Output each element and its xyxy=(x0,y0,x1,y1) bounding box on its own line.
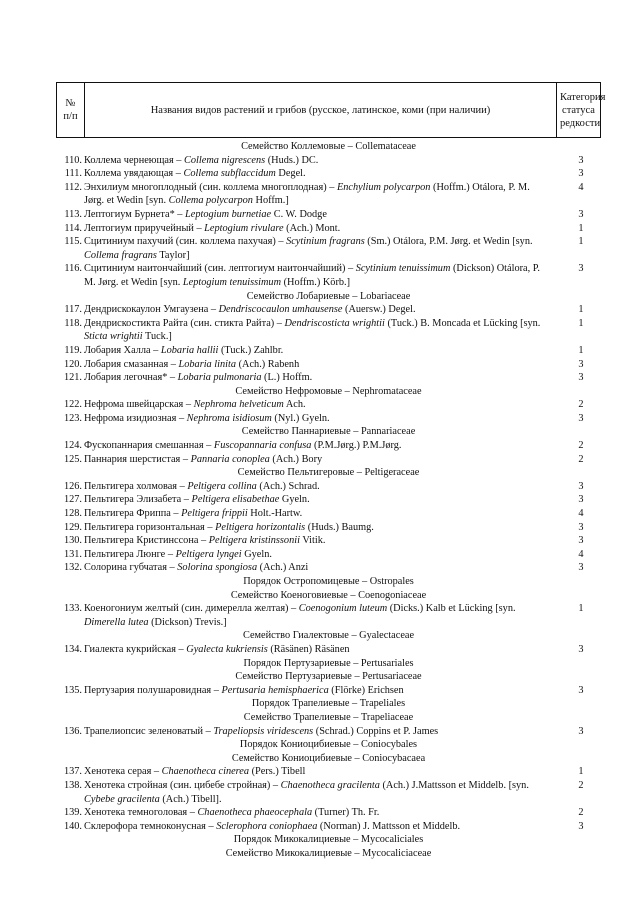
species-name xyxy=(56,208,561,222)
species-number: 110. xyxy=(64,154,82,166)
species-name xyxy=(56,262,561,289)
species-number: 115. xyxy=(64,236,82,248)
species-row xyxy=(56,643,601,657)
header-species-name: Названия видов растений и грибов (русское, латинское, коми (при наличии) xyxy=(85,83,557,138)
species-row xyxy=(56,507,601,521)
species-row xyxy=(56,820,601,834)
author-citation: (Ach.) Rabenh xyxy=(236,358,300,370)
latin-name: Leptogium rivulare xyxy=(204,222,284,234)
author-citation: (Tuck.) B. Moncada et Lücking [syn. xyxy=(384,317,541,329)
rarity-category: 3 xyxy=(578,154,584,166)
species-name xyxy=(56,507,561,521)
species-name xyxy=(56,548,561,562)
species-name xyxy=(56,779,561,806)
species-name xyxy=(56,602,561,629)
species-number: 131. xyxy=(63,548,82,560)
taxon-heading: Порядок Трапелиевые – Trapeliales xyxy=(251,698,406,710)
taxon-heading: Порядок Остропомицевые – Ostropales xyxy=(243,576,414,587)
taxon-heading: Порядок Пертузариевые – Pertusariales xyxy=(243,657,414,669)
species-number: 120. xyxy=(63,358,82,370)
taxon-heading: Семейство Трапелиевые – Trapeliaceae xyxy=(243,711,414,723)
species-name xyxy=(56,493,561,507)
author-citation: (Ach.) Bory xyxy=(269,453,323,465)
latin-name: Peltigera lyngei xyxy=(175,548,242,560)
latin-name: Pertusaria hemisphaerica xyxy=(221,684,329,696)
species-row xyxy=(56,371,601,385)
species-number: 126. xyxy=(63,480,82,492)
species-row xyxy=(56,317,601,344)
species-number: 124. xyxy=(63,440,82,452)
author-citation: (Dicks.) Kalb et Lücking [syn. xyxy=(387,603,516,615)
author-citation: (P.M.Jørg.) P.M.Jørg. xyxy=(311,440,402,452)
taxon-heading: Семейство Гиалектовые – Gyalectaceae xyxy=(242,630,415,642)
species-row xyxy=(56,765,601,779)
species-name xyxy=(56,725,561,739)
species-number: 127. xyxy=(63,494,82,506)
species-name xyxy=(56,235,561,262)
species-number: 111. xyxy=(64,168,82,180)
author-citation: Gyeln. xyxy=(279,494,310,506)
common-name: Лобария легочная* – xyxy=(84,372,178,384)
taxon-heading: Семейство Лобариевые – Lobariaceae xyxy=(246,290,411,302)
rarity-category: 3 xyxy=(578,208,584,220)
latin-name: Chaenotheca phaeocephala xyxy=(197,807,313,819)
species-row xyxy=(56,303,601,317)
species-number: 118. xyxy=(64,317,82,329)
table-header xyxy=(56,82,606,138)
latin-name: Peltigera collina xyxy=(187,480,257,492)
synonym-latin-name: Collema fragrans xyxy=(84,249,157,261)
common-name: Коеногониум желтый (син. димерелла желтая) – xyxy=(84,603,299,615)
species-number: 138. xyxy=(63,779,82,791)
author-citation: (Tuck.) Zahlbr. xyxy=(218,344,284,356)
rarity-category: 1 xyxy=(578,603,584,615)
latin-name: Collema subflaccidum xyxy=(183,168,276,180)
rarity-category: 1 xyxy=(578,317,584,329)
species-name xyxy=(56,684,561,698)
rarity-category: 3 xyxy=(578,494,584,506)
rarity-category: 4 xyxy=(578,548,584,560)
species-name xyxy=(56,358,561,372)
latin-name: Scytinium fragrans xyxy=(286,236,365,248)
species-number: 112. xyxy=(64,181,82,193)
latin-name: Gyalecta kukriensis xyxy=(186,643,268,655)
common-name: Пельтигера горизонтальная – xyxy=(84,521,216,533)
species-row xyxy=(56,521,601,535)
species-name xyxy=(56,371,561,385)
species-name xyxy=(56,154,561,168)
common-name: Сцитиниум наитончайший (син. лептогиум наитончайший) – xyxy=(84,263,356,275)
latin-name: Collema nigrescens xyxy=(184,154,266,166)
author-citation: (Ach.) Schrad. xyxy=(256,480,320,492)
synonym-latin-name: Sticta wrightii xyxy=(84,331,143,343)
species-row xyxy=(56,412,601,426)
rarity-category: 3 xyxy=(578,725,584,737)
species-name xyxy=(56,439,561,453)
common-name: Нефрома швейцарская – xyxy=(84,399,194,411)
latin-name: Sclerophora coniophaea xyxy=(216,820,318,832)
common-name: Трапелиопсис зеленоватый – xyxy=(84,725,214,737)
common-name: Паннария шерстистая – xyxy=(84,453,191,465)
taxon-heading: Семейство Коеноговиевые – Coenogoniaceae xyxy=(230,589,427,601)
species-name xyxy=(56,412,561,426)
rarity-category: 3 xyxy=(578,562,584,574)
latin-name: Lobaria linita xyxy=(178,358,237,370)
rarity-category: 1 xyxy=(578,236,584,248)
taxon-heading: Семейство Кониоцибиевые – Coniocybacaea xyxy=(231,752,426,764)
common-name: Лептогиум Бурнета* – xyxy=(84,208,186,220)
author-citation: (Nyl.) Gyeln. xyxy=(271,412,330,424)
species-number: 121. xyxy=(63,372,82,384)
common-name: Лобария смазанная – xyxy=(84,358,179,370)
latin-name: Chaenotheca gracilenta xyxy=(280,779,380,791)
author-citation: (Huds.) DC. xyxy=(265,154,319,166)
common-name: Пельтигера Кристинссона – xyxy=(84,535,209,547)
rarity-category: 4 xyxy=(578,508,584,520)
species-row xyxy=(56,534,601,548)
common-name: Лептогиум приручейный – xyxy=(84,222,205,234)
taxon-heading: Семейство Коллемовые – Collemataceae xyxy=(241,141,416,152)
latin-name: Peltigera elisabethae xyxy=(191,494,280,506)
common-name: Сцитиниум пахучий (син. коллема пахучая) – xyxy=(84,236,287,248)
latin-name: Coenogonium luteum xyxy=(298,603,388,615)
species-row xyxy=(56,806,601,820)
rarity-category: 1 xyxy=(578,766,584,778)
synonym-latin-name: Collema polycarpon xyxy=(168,195,253,207)
species-row xyxy=(56,439,601,453)
common-name: Пельтигера Люнге – xyxy=(84,548,176,560)
species-number: 133. xyxy=(63,603,82,615)
common-name: Пельтигера Фриппа – xyxy=(84,508,182,520)
species-row xyxy=(56,453,601,467)
author-citation: Degel. xyxy=(275,168,306,180)
species-number: 116. xyxy=(64,263,82,275)
species-name xyxy=(56,398,561,412)
species-name xyxy=(56,453,561,467)
rarity-category: 3 xyxy=(578,372,584,384)
common-name: Хенотека стройная (син. цибебе стройная) – xyxy=(84,779,281,791)
species-name xyxy=(56,317,561,344)
species-row xyxy=(56,684,601,698)
rarity-category: 3 xyxy=(578,263,584,275)
synonym-latin-name: Cybebe gracilenta xyxy=(84,793,160,805)
author-citation: (Huds.) Baumg. xyxy=(305,521,374,533)
species-list xyxy=(56,140,601,860)
species-row xyxy=(56,208,601,222)
author-citation: (Räsänen) Räsänen xyxy=(267,643,350,655)
species-row xyxy=(56,480,601,494)
latin-name: Leptogium burnetiae xyxy=(185,208,272,220)
rarity-category: 2 xyxy=(578,453,584,465)
latin-name: Peltigera frippii xyxy=(181,508,248,520)
latin-name: Lobaria hallii xyxy=(160,344,219,356)
taxon-heading: Порядок Кониоцибиевые – Coniocybales xyxy=(239,739,418,751)
species-number: 123. xyxy=(63,412,82,424)
rarity-category: 3 xyxy=(578,358,584,370)
taxon-heading: Семейство Микокалициевые – Mycocaliciaceae xyxy=(225,847,432,859)
taxon-heading: Семейство Паннариевые – Pannariaceae xyxy=(241,426,416,438)
common-name: Пельтигера Элизабета – xyxy=(84,494,192,506)
author-citation: (Ach.) Mont. xyxy=(283,222,341,234)
species-name xyxy=(56,181,561,208)
latin-name: Chaenotheca cinerea xyxy=(161,766,250,778)
species-name xyxy=(56,643,561,657)
species-row xyxy=(56,154,601,168)
taxon-heading: Порядок Микокалициевые – Mycocaliciales xyxy=(233,834,424,846)
species-row xyxy=(56,493,601,507)
taxon-heading: Семейство Пертузариевые – Pertusariaceae xyxy=(235,671,422,683)
species-row xyxy=(56,548,601,562)
author-citation: Ach. xyxy=(283,399,306,411)
rarity-category: 3 xyxy=(578,643,584,655)
author-citation: (Dickson) Otálora, P. M. Jørg. et Wedin [syn. xyxy=(84,263,540,288)
common-name: Дендрискостикта Райта (син. стикта Райта) – xyxy=(84,317,285,329)
common-name: Хенотека серая – xyxy=(84,766,162,778)
author-citation: (Ach.) Anzi xyxy=(257,562,309,574)
species-name xyxy=(56,806,561,820)
species-row xyxy=(56,358,601,372)
author-citation: (Auersw.) Degel. xyxy=(342,304,416,316)
common-name: Пельтигера холмовая – xyxy=(84,480,188,492)
rarity-category: 3 xyxy=(578,521,584,533)
species-number: 139. xyxy=(63,807,82,819)
species-number: 128. xyxy=(63,508,82,520)
author-citation: (Flörke) Erichsen xyxy=(328,684,404,696)
latin-name: Nephroma helveticum xyxy=(193,399,284,411)
common-name: Солорина губчатая – xyxy=(84,562,178,574)
common-name: Энхилиум многоплодный (син. коллема многоплодная) – xyxy=(84,181,337,193)
synonym-author: Hoffm.] xyxy=(252,195,289,207)
common-name: Гиалекта кукрийская – xyxy=(84,643,187,655)
species-number: 140. xyxy=(63,820,82,832)
species-number: 117. xyxy=(64,304,82,316)
species-number: 125. xyxy=(63,453,82,465)
species-number: 134. xyxy=(63,643,82,655)
latin-name: Scytinium tenuissimum xyxy=(355,263,451,275)
author-citation: (Sm.) Otálora, P.M. Jørg. et Wedin [syn. xyxy=(364,236,533,248)
latin-name: Trapeliopsis viridescens xyxy=(213,725,314,737)
common-name: Фускопаннария смешанная – xyxy=(84,440,214,452)
synonym-author: Tuck.] xyxy=(142,331,172,343)
author-citation: Gyeln. xyxy=(241,548,272,560)
common-name: Нефрома изидиозная – xyxy=(84,412,187,424)
species-row xyxy=(56,725,601,739)
common-name: Лобария Халла – xyxy=(84,344,161,356)
latin-name: Fuscopannaria confusa xyxy=(213,440,312,452)
author-citation: Vitik. xyxy=(299,535,326,547)
synonym-latin-name: Leptogium tenuissimum xyxy=(182,276,282,288)
rarity-category: 4 xyxy=(578,181,584,193)
rarity-category: 2 xyxy=(578,399,584,411)
rarity-category: 3 xyxy=(578,168,584,180)
latin-name: Lobaria pulmonaria xyxy=(177,372,262,384)
rarity-category: 3 xyxy=(578,535,584,547)
author-citation: Holt.-Hartw. xyxy=(247,508,303,520)
author-citation: (Turner) Th. Fr. xyxy=(312,807,380,819)
species-number: 137. xyxy=(63,766,82,778)
species-row xyxy=(56,344,601,358)
species-name xyxy=(56,765,561,779)
header-category: Категория статуса редкости xyxy=(557,83,601,138)
common-name: Дендрискокаулон Умгаузена – xyxy=(84,304,219,316)
rarity-category: 2 xyxy=(578,807,584,819)
species-number: 119. xyxy=(64,344,82,356)
rarity-category: 3 xyxy=(578,684,584,696)
species-name xyxy=(56,480,561,494)
rarity-category: 3 xyxy=(578,820,584,832)
rarity-category: 3 xyxy=(578,412,584,424)
species-number: 130. xyxy=(63,535,82,547)
latin-name: Dendriscocaulon umhausense xyxy=(218,304,343,316)
synonym-author: Taylor] xyxy=(156,249,190,261)
rarity-category: 1 xyxy=(578,344,584,356)
species-number: 129. xyxy=(63,521,82,533)
species-number: 114. xyxy=(64,222,82,234)
latin-name: Peltigera kristinssonii xyxy=(208,535,300,547)
synonym-author: (Hoffm.) Körb.] xyxy=(281,276,351,288)
species-row xyxy=(56,602,601,629)
rarity-category: 3 xyxy=(578,480,584,492)
species-number: 136. xyxy=(63,725,82,737)
species-name xyxy=(56,167,561,181)
latin-name: Solorina spongiosa xyxy=(177,562,258,574)
author-citation: (Pers.) Tibell xyxy=(249,766,306,778)
synonym-latin-name: Dimerella lutea xyxy=(84,616,149,628)
species-name xyxy=(56,344,561,358)
species-number: 135. xyxy=(63,684,82,696)
author-citation: (L.) Hoffm. xyxy=(261,372,313,384)
latin-name: Pannaria conoplea xyxy=(190,453,270,465)
rarity-category: 2 xyxy=(578,779,584,791)
common-name: Коллема увядающая – xyxy=(84,168,184,180)
common-name: Хенотека темноголовая – xyxy=(84,807,198,819)
latin-name: Nephroma isidiosum xyxy=(186,412,272,424)
taxon-heading: Семейство Пельтигеровые – Peltigeraceae xyxy=(237,467,420,479)
species-name xyxy=(56,561,561,575)
species-number: 132. xyxy=(63,562,82,574)
species-row xyxy=(56,181,601,208)
species-name xyxy=(56,303,561,317)
rarity-category: 2 xyxy=(578,440,584,452)
author-citation: (Hoffm.) Otálora, P. M. Jørg. et Wedin [syn. xyxy=(84,181,530,207)
author-citation: (Norman) J. Mattsson et Middelb. xyxy=(317,820,461,832)
author-citation: C. W. Dodge xyxy=(271,208,327,220)
species-row xyxy=(56,561,601,575)
synonym-author: (Ach.) Tibell]. xyxy=(159,793,222,805)
species-name xyxy=(56,521,561,535)
species-name xyxy=(56,820,561,834)
species-row xyxy=(56,167,601,181)
author-citation: (Ach.) J.Mattsson et Middelb. [syn. xyxy=(379,779,529,791)
species-row xyxy=(56,779,601,806)
common-name: Пертузария полушаровидная – xyxy=(84,684,222,696)
species-name xyxy=(56,222,561,236)
header-number: № п/п xyxy=(57,83,85,138)
rarity-category: 1 xyxy=(578,304,584,316)
taxon-heading: Семейство Нефромовые – Nephromataceae xyxy=(235,385,422,397)
common-name: Склерофора темноконусная – xyxy=(84,820,217,832)
latin-name: Peltigera horizontalis xyxy=(215,521,306,533)
species-row xyxy=(56,262,601,289)
synonym-author: (Dickson) Trevis.] xyxy=(148,616,227,628)
species-row xyxy=(56,235,601,262)
author-citation: (Schrad.) Coppins et P. James xyxy=(313,725,439,737)
latin-name: Dendriscosticta wrightii xyxy=(284,317,385,329)
species-number: 122. xyxy=(63,399,82,411)
species-number: 113. xyxy=(64,208,82,220)
species-row xyxy=(56,222,601,236)
latin-name: Enchylium polycarpon xyxy=(336,181,431,193)
common-name: Коллема чернеющая – xyxy=(84,154,185,166)
species-name xyxy=(56,534,561,548)
rarity-category: 1 xyxy=(578,222,584,234)
species-row xyxy=(56,398,601,412)
